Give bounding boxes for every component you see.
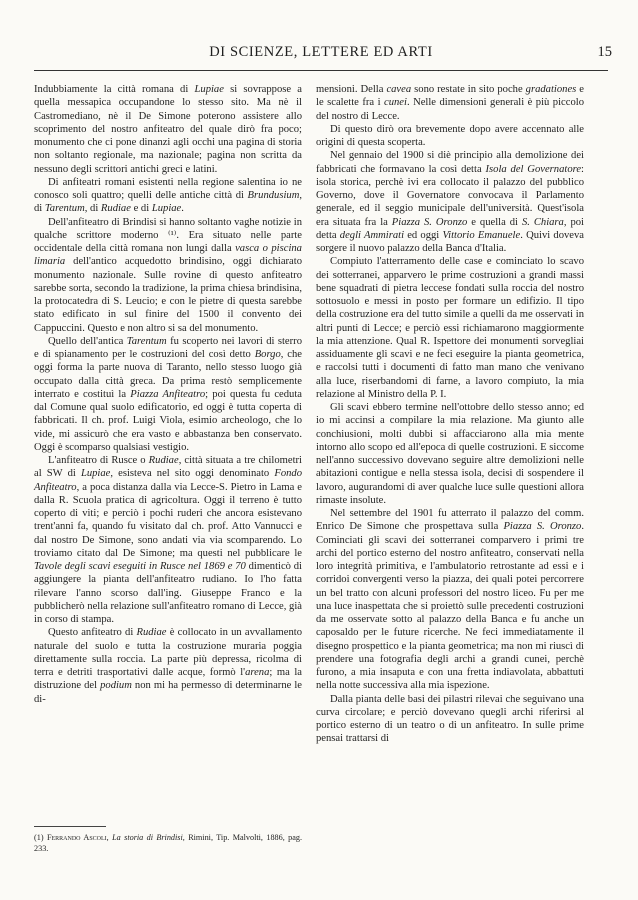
italic-text: Borgo — [254, 349, 281, 360]
running-title: DI SCIENZE, LETTERE ED ARTI — [209, 44, 433, 60]
italic-text: Fondo Anfiteatro — [34, 468, 303, 493]
text-run: dell'antico acquedotto brindisino, oggi dichiarato monumento nazionale. Sulle rovine di questo anfiteatro sarebbe sorta, secondo la tradizione, la prima chiesa brindisina, la protocatedra di S. Leucio; e con le pietre di questa sarebbe stato edificato in sul finire del 1500 il convento dei Cappuccini. Questo e non altro si sa del monumento. — [34, 256, 302, 334]
italic-text: Lupiae — [194, 84, 224, 95]
footnote-marker: (1) — [34, 833, 44, 842]
italic-text: Tarentum — [44, 203, 85, 215]
left-column — [34, 83, 302, 706]
italic-text: Brundusium — [247, 190, 300, 201]
text-run: , esisteva nel sito oggi denominato — [110, 468, 275, 480]
running-header — [30, 44, 612, 68]
italic-text: Tarentum — [126, 335, 167, 347]
text-run: . — [181, 203, 184, 215]
text-run: Dell'anfiteatro di Brindisi si hanno soltanto vaghe notizie in qualche scrittore moderno ⁽¹⁾. Era situato nelle parte occidentale della città romana non lungi dalla — [34, 216, 302, 254]
right-column — [316, 83, 584, 746]
text-run: . Nelle dimensioni generali è più piccolo del nostro di Lecce. — [316, 97, 584, 122]
italic-text: Piazza S. Oronzo — [391, 216, 468, 228]
italic-text: S. Chiara — [521, 216, 564, 228]
text-run: Nel gennaio del 1900 si diè principio alla demolizione dei fabbricati che formavano la così detta — [316, 150, 584, 175]
text-run: L'anfiteatro di Rusce o — [48, 455, 149, 466]
text-run: Dalla pianta delle basi dei pilastri rilevai che seguivano una curva circolare; e perciò dovevano quegli archi riferirsi al portico esterno di un teatro o di un anfiteatro. In sulle prime pensai trattarsi di — [316, 693, 584, 745]
footnote-rule — [34, 826, 106, 827]
text-run: e di — [130, 203, 152, 215]
footnote: (1) Ferrando Ascoli, La storia di Brindisi, Rimini, Tip. Malvolti, 1886, pag. 233. — [34, 833, 303, 853]
italic-text: Rudiae — [148, 455, 179, 466]
text-run: sono restate in sito poche — [411, 84, 526, 95]
italic-text: cunei — [384, 97, 407, 109]
paragraph — [316, 507, 584, 693]
italic-text: Rudiae — [100, 203, 131, 215]
text-run: Nel settembre del 1901 fu atterrato il palazzo del comm. Enrico De Simone che prospettava sulla — [316, 508, 584, 533]
paragraph — [316, 255, 584, 401]
text-run: Questo anfiteatro di — [48, 627, 137, 639]
italic-text: Piazza S. Oronzo — [503, 521, 582, 533]
italic-text: Isola del Governatore — [485, 163, 582, 175]
text-run: ed oggi — [404, 229, 443, 241]
paragraph — [34, 176, 302, 216]
text-run: . Cominciati gli scavi dei sotterranei comparvero i primi tre archi del portico esterno del nostro anfiteatro, conservati nella loro integrità primitiva, e l'ambulatorio retrostante ad essi e i corridoi convergenti verso la piazza, dei quali potei percorrere un bel tratto con alcuni professori del nostro liceo. Fu per me una luce inaspettata che si proiettò sulle precedenti costruzioni da me osservate sotto al palazzo della Banca e fu anche un caposaldo per le future ricerche. Ne feci immediatamente il disegno prospettico e la pianta geometrica; ma non mi riuscì di prendere una fotografia degli archi a grandi cunei, perchè furono, a mia insaputa e con una fretta indiavolata, abbattuti nella notte successiva alla mia ispezione. — [316, 521, 584, 692]
text-run: Di anfiteatri romani esistenti nella regione salentina io ne conosco soli quattro; quelli delle antiche città di — [34, 176, 302, 201]
text-run: , a poca distanza dalla via Lecce-S. Pietro in Lama e dalla R. Scuola pratica di agricoltura. Oggi il terreno è tutto coperto di viti; e perciò i pochi ruderi che ancora esistevano trent'anni fa, quando fu visitato dal ch. prof. Atto Vannucci e dal nostro De Simone, sono andati via via scomparendo. Lo troviamo citato dal De Simone; ma questi nel pubblicare le — [34, 481, 302, 559]
italic-text: cavea — [386, 84, 412, 95]
italic-text: Piazza Anfiteatro — [130, 388, 206, 400]
text-run: , di — [34, 190, 302, 215]
paragraph — [316, 401, 584, 507]
page-number: 15 — [597, 44, 612, 60]
text-run: ; ma la distruzione del — [34, 667, 303, 692]
italic-text: Tavole degli scavi eseguiti in Rusce nel 1869 e 70 — [34, 561, 246, 572]
paragraph — [316, 123, 584, 150]
footnote-author: Ferrando Ascoli — [46, 833, 107, 842]
text-run: non mi ha permesso di determinarne le di- — [34, 680, 302, 705]
italic-text: Vittorio Emanuele — [442, 229, 521, 241]
paragraph — [316, 83, 584, 123]
text-run: Gli scavi ebbero termine nell'ottobre dello stesso anno; ed io mi accinsi a compilare la mia relazione. Ma giunto alle conchiusioni, molti dubbi si affacciarono alla mia mente intorno allo scopo ed all'epoca di quelle costruzioni. E siccome nell'anno successivo dovevano seguire altre demolizioni nelle abitazioni contigue e nella stessa isola, decisi di sospendere il lavoro, augurandomi di aver qualche luce sulle questioni allora rimaste insolute. — [316, 402, 584, 506]
text-run: mensioni. Della — [316, 84, 387, 95]
text-run: , di — [84, 203, 101, 215]
text-run: Compiuto l'atterramento delle case e cominciato lo scavo dei sotterranei, apparvero le prime costruzioni a grandi massi bene squadrati di pietra leccese fondati sulla roccia del nostro sottosuolo e messi in posto per formare un edifizio. Il tipo della costruzione era del tutto simile a quelli da me osservati in altri punti di Lecce; e perciò essi richiamarono maggiormente la mia attenzione. Qual R. Ispettore dei monumenti sorvegliai assiduamente gli scavi e ne feci eseguire la pianta geometrica, e raccolsi tutti i documenti di fatto man mano che venivano alla luce, riserbandomi di farne, a lavoro compiuto, la mia relazione al Ministro della P. I. — [316, 256, 584, 400]
italic-text: Lupiae — [151, 203, 182, 215]
paragraph — [34, 454, 302, 626]
italic-text: gradationes — [525, 84, 577, 95]
text-run: Indubbiamente la città romana di — [34, 84, 195, 95]
text-run: ; poi questa fu ceduta dal Comune qual suolo edificatorio, ed oggi è tutta coperta di fabbricati. Il ch. prof. Luigi Viola, esimio archeologo, che lo vide, mi assicurò che era vasto e abbastanza ben conservato. Oggi è scomparso qualsiasi vestigio. — [34, 388, 302, 453]
text-run: . Quivi doveva sorgere il nuovo palazzo della Banca d'Italia. — [316, 229, 584, 254]
paragraph — [34, 216, 302, 335]
text-run: è collocato in un avvallamento naturale del suolo e tutta la costruzione muraria poggia direttamente sulla roccia. La parte più depressa, ricolma di terra e detriti trasportativi dalle acque, formò l' — [34, 627, 302, 678]
text-run: , che oggi forma la parte nuova di Taranto, nello stesso luogo già occupato dalla città greca. Da prima restò semplicemente interrato e costituì la — [34, 349, 302, 400]
paragraph — [34, 626, 302, 706]
italic-text: podium — [100, 680, 132, 692]
italic-text: Lupiae — [80, 468, 111, 480]
paragraph — [316, 149, 584, 255]
header-rule — [34, 70, 608, 71]
text-run: si sovrappose a quella messapica occupandone lo stesso sito. Ma nè il Castromediano, nè il De Simone poterono assistere allo scoprimento del nostro anfiteatro del quale dirò fra poco; monumento che ci pone dinanzi agli occhi una pagina di storia non soltanto regionale, ma nazionale; pagina non scritta da nessuno degli scrittori antichi greci e latini. — [34, 84, 303, 175]
italic-text: vasca o piscina limaria — [34, 243, 302, 268]
paragraph — [316, 693, 584, 746]
text-run: e le scalette fra i — [316, 84, 584, 109]
italic-text: degli Ammirati — [339, 229, 405, 241]
italic-text: arena — [245, 667, 270, 678]
text-run: fu scoperto nei lavori di sterro e di spianamento per le costruzioni del così detto — [34, 335, 302, 360]
text-run: : isola storica, perchè ivi era collocato il palazzo del pubblico Governo, dove il Governatore convocava il Parlamento generale, ed il seggio municipale dell'università. Quest'isola era situata fra la — [316, 163, 584, 228]
text-run: , città situata a tre chilometri al SW di — [34, 455, 302, 480]
paragraph — [34, 83, 302, 176]
text-run: dimenticò di aggiungere la pianta dell'anfiteatro rudiano. Io l'ho fatta rilevare l'anno scorso dall'ing. Giuseppe Franco e la pubblicherò nella relazione sull'anfiteatro romano di Lecce, già in corso di stampa. — [34, 561, 302, 625]
footnote-title: La storia di Brindisi — [112, 833, 183, 842]
paragraph — [34, 335, 302, 454]
text-run: Quello dell'antica — [48, 335, 127, 347]
text-run: , poi detta — [316, 216, 584, 241]
footnote-rest: , Rimini, Tip. Malvolti, 1886, pag. 233. — [34, 833, 303, 853]
text-run: Di questo dirò ora brevemente dopo avere accennato alle origini di questa scoperta. — [316, 123, 584, 148]
italic-text: Rudiae — [136, 627, 167, 639]
text-run: e quella di — [467, 216, 522, 228]
